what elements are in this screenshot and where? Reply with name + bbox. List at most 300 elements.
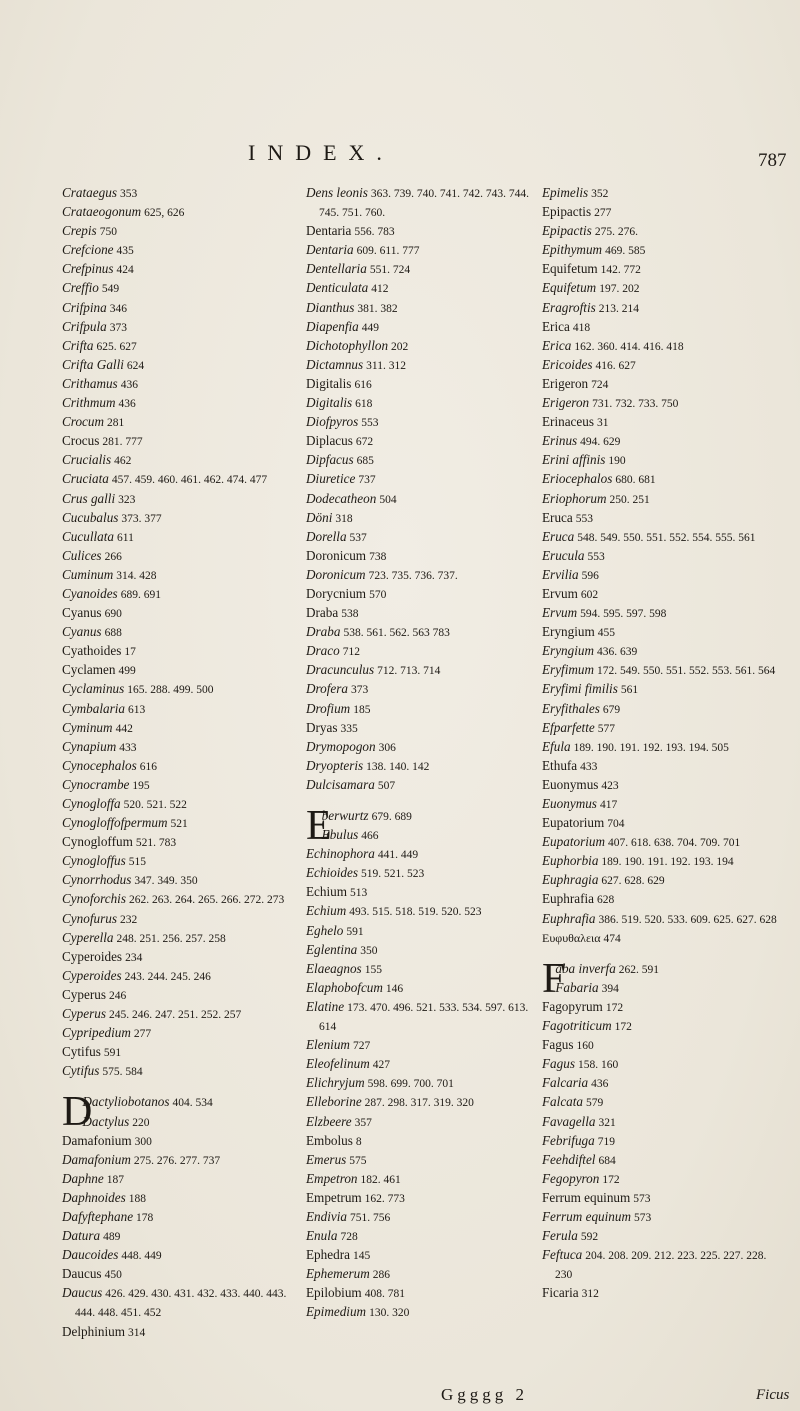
- page-refs: 427: [372, 1059, 390, 1072]
- index-term: Favagella: [542, 1113, 596, 1129]
- page-refs: 573: [634, 1211, 652, 1224]
- index-entry: [306, 1227, 534, 1246]
- section-gap: [542, 948, 778, 960]
- index-term: Diplacus: [306, 433, 353, 449]
- page-refs: 628: [597, 894, 615, 907]
- index-entry: [542, 299, 778, 318]
- index-entry: [306, 299, 534, 318]
- index-term: Cyperoides: [62, 967, 122, 983]
- index-term: Drymopogon: [306, 738, 376, 754]
- index-term: Diuretice: [306, 471, 356, 487]
- index-entry: [542, 1055, 778, 1074]
- index-entry: [62, 509, 290, 528]
- index-entry: [62, 318, 290, 337]
- page-refs: 172. 549. 550. 551. 552. 553. 561. 564: [597, 665, 776, 678]
- index-term: Crucialis: [62, 452, 112, 468]
- index-term: Dorella: [306, 528, 347, 544]
- page-refs: 688: [104, 627, 122, 640]
- page-refs: 248. 251. 256. 257. 258: [116, 932, 226, 945]
- page-refs: 521. 783: [135, 837, 177, 850]
- index-entry: [542, 1036, 778, 1055]
- index-term: Ephedra: [306, 1247, 350, 1263]
- index-term: Erucula: [542, 547, 585, 563]
- index-entry: [62, 203, 290, 222]
- index-term: Emerus: [306, 1151, 347, 1167]
- index-term: Cyperoides: [62, 948, 123, 964]
- index-term: Dryopteris: [306, 757, 364, 773]
- index-term: Ephemerum: [306, 1266, 370, 1282]
- page-refs: 433: [580, 760, 598, 773]
- index-term: Cucubalus: [62, 509, 119, 525]
- index-term: Daucus: [62, 1266, 102, 1282]
- page-refs: 519. 521. 523: [361, 868, 425, 881]
- page-refs: 551. 724: [369, 264, 411, 277]
- drop-cap-letter: F: [542, 955, 566, 1002]
- page-refs: 616: [139, 760, 157, 773]
- page-refs: 158. 160: [577, 1059, 619, 1072]
- index-entry: [542, 1093, 778, 1112]
- index-entry: [542, 490, 778, 509]
- index-entry: [62, 1132, 290, 1151]
- page-refs: 277: [133, 1028, 152, 1041]
- index-term: Cypripedium: [62, 1025, 131, 1041]
- page-refs: 679. 689: [371, 811, 412, 823]
- page-refs: 202: [391, 340, 409, 353]
- index-entry: [542, 470, 778, 489]
- index-term: Daphnoides: [62, 1189, 126, 1205]
- index-term: Cyminum: [62, 719, 113, 735]
- index-entry: [306, 375, 534, 394]
- index-entry: [62, 604, 290, 623]
- index-entry: [542, 585, 778, 604]
- index-term: Cyperella: [62, 929, 114, 945]
- page-refs: 172: [602, 1173, 620, 1186]
- page-refs: 407. 618. 638. 704. 709. 701: [608, 837, 741, 850]
- index-entry: [306, 979, 534, 998]
- page-refs: 679: [602, 703, 621, 716]
- index-entry: [62, 910, 290, 929]
- signature-mark: Ggggg 2: [441, 1385, 529, 1404]
- index-term: Crocus: [62, 433, 100, 449]
- index-term: Draco: [306, 643, 340, 659]
- index-entry: [542, 1113, 778, 1132]
- page-refs: 441. 449: [377, 849, 419, 862]
- index-term: Dodecatheon: [306, 490, 377, 506]
- index-term: Ethufa: [542, 757, 578, 773]
- index-term: Dracunculus: [306, 662, 375, 678]
- index-term: Delphinium: [62, 1323, 126, 1339]
- index-term: Eleofelinum: [306, 1056, 370, 1072]
- page-refs: 130. 320: [369, 1307, 410, 1320]
- index-term: Fegopyron: [542, 1170, 600, 1186]
- page-refs: 189. 190. 191. 192. 193. 194. 505: [573, 741, 729, 754]
- index-entry: [62, 929, 290, 948]
- index-entry: [542, 1189, 778, 1208]
- index-entry: [306, 776, 534, 795]
- page-refs: 250. 251: [609, 493, 650, 506]
- page-refs: 160: [576, 1040, 594, 1053]
- page-refs: 373: [109, 321, 127, 334]
- page-refs: 142. 772: [600, 264, 641, 277]
- index-term: Doronicum: [306, 547, 367, 563]
- page-refs: 347. 349. 350: [134, 875, 198, 888]
- page-refs: 197. 202: [599, 283, 640, 296]
- index-entry: [542, 222, 778, 241]
- index-entry: [542, 318, 778, 337]
- drop-cap-letter: D: [62, 1089, 93, 1136]
- index-term: Drofium: [306, 700, 351, 716]
- index-entry: [62, 852, 290, 871]
- index-term: Crifpula: [62, 318, 107, 334]
- index-term: Drofera: [306, 681, 349, 697]
- index-term: Cruciata: [62, 471, 109, 487]
- page-refs: 323: [118, 493, 136, 506]
- page-refs: 417: [599, 799, 618, 811]
- index-term: Fagus: [542, 1037, 574, 1053]
- page-refs: 548. 549. 550. 551. 552. 554. 555. 561: [577, 531, 756, 544]
- page-refs: 449: [361, 321, 379, 334]
- index-entry: [306, 960, 534, 979]
- index-entry: [306, 1074, 534, 1093]
- index-entry: [62, 1024, 290, 1043]
- page-refs: 750: [99, 226, 117, 239]
- index-column-2: [306, 184, 534, 1323]
- index-term: Diofpyros: [306, 414, 359, 430]
- page-refs: 418: [572, 321, 591, 334]
- page-refs: 591: [346, 925, 364, 938]
- index-term: Elaeagnos: [306, 960, 362, 976]
- index-entry: [62, 1284, 290, 1322]
- index-term: Cynogloffum: [62, 834, 133, 850]
- page-refs: 579: [586, 1097, 604, 1110]
- page-refs: 335: [340, 722, 358, 735]
- index-entry: [306, 998, 534, 1036]
- index-term: Cynoforchis: [62, 891, 126, 907]
- index-term: Eupatorium: [542, 815, 605, 831]
- index-entry: [62, 566, 290, 585]
- index-entry: [306, 260, 534, 279]
- index-term: Datura: [62, 1228, 101, 1244]
- index-entry: [306, 826, 534, 845]
- index-entry: [306, 680, 534, 699]
- page-refs: 538: [341, 608, 359, 621]
- index-entry: [62, 623, 290, 642]
- index-term: Falcata: [542, 1094, 584, 1110]
- page-refs: 520. 521. 522: [123, 799, 187, 811]
- page-refs: 408. 781: [364, 1288, 405, 1301]
- index-term: Cyclamen: [62, 662, 116, 678]
- index-term: Equifetum: [542, 280, 597, 296]
- index-entry: [306, 922, 534, 941]
- index-entry: [62, 337, 290, 356]
- index-entry: [62, 738, 290, 757]
- index-entry: [542, 509, 778, 528]
- index-entry: [62, 719, 290, 738]
- index-entry: [62, 948, 290, 967]
- index-entry: [62, 1246, 290, 1265]
- index-entry: [542, 375, 778, 394]
- index-entry: [542, 979, 778, 998]
- index-entry: [62, 986, 290, 1005]
- page-refs: 469. 585: [605, 245, 646, 258]
- index-term: Erini affinis: [542, 452, 606, 468]
- index-entry: [542, 1284, 778, 1303]
- page-refs: 494. 629: [580, 436, 621, 449]
- page-refs: 172: [605, 1001, 624, 1014]
- page-refs: 723. 735. 736. 737.: [368, 569, 458, 582]
- index-entry: [62, 1170, 290, 1189]
- page-refs: 577: [597, 722, 615, 735]
- page-refs: 719: [597, 1135, 615, 1148]
- index-entry: [306, 1151, 534, 1170]
- page-refs: 281. 777: [102, 436, 143, 449]
- index-entry: [62, 1062, 290, 1081]
- index-entry: [306, 1093, 534, 1112]
- index-term: Feftuca: [542, 1247, 583, 1263]
- page-refs: 246: [108, 989, 127, 1002]
- index-term: Eryfimum: [542, 662, 595, 678]
- index-term: Embolus: [306, 1132, 353, 1148]
- index-term: Elleborine: [306, 1094, 362, 1110]
- index-term: Erica: [542, 318, 570, 334]
- page-refs: 751. 756: [350, 1211, 391, 1224]
- index-entry: [542, 356, 778, 375]
- page-refs: 499: [118, 665, 136, 678]
- index-term: Echioides: [306, 865, 359, 881]
- index-term: Cyathoides: [62, 643, 122, 659]
- page-refs: 728: [340, 1231, 358, 1244]
- page-refs: 286: [372, 1269, 390, 1282]
- page-refs: 684: [598, 1154, 616, 1167]
- index-entry: [306, 318, 534, 337]
- index-entry: [306, 1265, 534, 1284]
- index-term: Echinophora: [306, 846, 375, 862]
- index-entry: [306, 184, 534, 222]
- index-term: Enula: [306, 1228, 338, 1244]
- page-refs: 312: [581, 1288, 599, 1301]
- index-entry: [542, 184, 778, 203]
- index-entry: [306, 1189, 534, 1208]
- page-refs: 423: [601, 779, 619, 792]
- index-term: Crataegus: [62, 185, 117, 200]
- index-term: Fagotriticum: [542, 1018, 612, 1034]
- page-refs: 504: [379, 493, 397, 506]
- page-refs: 609. 611. 777: [356, 245, 420, 258]
- index-entry: [306, 661, 534, 680]
- page-refs: 436: [118, 398, 136, 411]
- index-entry: [306, 413, 534, 432]
- index-entry: [542, 795, 778, 814]
- page-refs: 173. 470. 496. 521. 533. 534. 597. 613. 614: [319, 1001, 529, 1034]
- index-term: Cynofurus: [62, 910, 117, 926]
- index-entry: [542, 661, 778, 680]
- page-refs: 204. 208. 209. 212. 223. 225. 227. 228. 230: [555, 1250, 767, 1282]
- index-entry: [62, 1208, 290, 1227]
- index-term: Cyperus: [62, 1006, 106, 1022]
- index-term: Daucus: [62, 1285, 103, 1301]
- page-refs: 737: [358, 474, 376, 487]
- index-entry: [542, 871, 778, 890]
- page-refs: 275. 276. 277. 737: [133, 1154, 221, 1167]
- index-entry: [306, 642, 534, 661]
- page-refs: 556. 783: [354, 226, 395, 239]
- page-refs: 570: [369, 588, 387, 601]
- index-term: Ebulus: [321, 827, 359, 843]
- page-refs: 213. 214: [598, 302, 639, 315]
- index-entry: [306, 566, 534, 585]
- index-term: Echium: [306, 903, 347, 919]
- index-term: Cynapium: [62, 738, 117, 754]
- page-refs: 381. 382: [357, 302, 398, 315]
- page-refs: 442: [115, 722, 133, 735]
- page-refs: 521: [170, 818, 188, 831]
- index-entry: [306, 1208, 534, 1227]
- index-term: Ferrum equinum: [542, 1208, 632, 1224]
- index-term: aba inverfa: [555, 960, 616, 976]
- index-entry: [306, 222, 534, 241]
- index-term: Dafyftephane: [62, 1208, 134, 1224]
- page-refs: 262. 263. 264. 265. 266. 272. 273: [128, 894, 285, 907]
- index-term: Dactyliobotanos: [82, 1094, 170, 1110]
- index-entry: [306, 241, 534, 260]
- page-refs: 321: [598, 1116, 616, 1129]
- index-term: Cynogloffofpermum: [62, 815, 168, 831]
- index-entry: [306, 941, 534, 960]
- page-refs: 311. 312: [366, 359, 406, 372]
- index-term: Erica: [542, 337, 572, 353]
- index-term: Crifta Galli: [62, 356, 124, 372]
- index-entry: [306, 1284, 534, 1303]
- index-term: Efula: [542, 738, 571, 754]
- page-refs: 591: [103, 1047, 122, 1060]
- index-entry: [306, 883, 534, 902]
- index-entry: [62, 470, 290, 489]
- index-entry: [62, 432, 290, 451]
- index-term: Crithamus: [62, 375, 118, 391]
- index-entry: [62, 547, 290, 566]
- page-refs: 162. 773: [364, 1192, 405, 1205]
- index-term: Eryngium: [542, 643, 595, 659]
- index-term: Dipfacus: [306, 452, 354, 468]
- page-refs: 672: [355, 436, 374, 449]
- page-refs: 616: [354, 378, 372, 391]
- index-entry: [542, 604, 778, 623]
- index-term: Ervum: [542, 605, 578, 621]
- page-refs: 145: [352, 1250, 371, 1263]
- index-term: Fabaria: [555, 979, 599, 995]
- index-entry: [306, 1055, 534, 1074]
- index-entry: [542, 1170, 778, 1189]
- index-term: Cyanus: [62, 605, 102, 621]
- index-entry: [542, 432, 778, 451]
- page-refs: 357: [354, 1116, 372, 1129]
- index-term: Dictamnus: [306, 356, 364, 372]
- index-term: Empetrum: [306, 1189, 362, 1205]
- drop-cap-letter: E: [306, 803, 332, 849]
- index-term: Crefpinus: [62, 261, 114, 277]
- index-entry: [306, 1246, 534, 1265]
- index-entry: [306, 1036, 534, 1055]
- page-refs: 243. 244. 245. 246: [124, 970, 211, 983]
- index-term: Eryfimi fimilis: [542, 681, 618, 697]
- index-term: Dulcisamara: [306, 776, 375, 792]
- page-refs: 513: [350, 887, 368, 900]
- index-term: Crepis: [62, 223, 97, 239]
- page-refs: 178: [136, 1211, 154, 1224]
- index-term: Ervilia: [542, 566, 579, 582]
- index-term: Dorycnium: [306, 585, 367, 601]
- index-entry: [542, 528, 778, 547]
- page-refs: 613: [128, 703, 146, 716]
- index-term: Erinus: [542, 433, 578, 449]
- index-entry: [542, 451, 778, 470]
- index-term: Elaphobofcum: [306, 979, 383, 995]
- index-term: Daucoides: [62, 1247, 119, 1263]
- page-refs: 275. 276.: [594, 226, 638, 239]
- page-refs: 625, 626: [144, 207, 185, 220]
- page-refs: 245. 246. 247. 251. 252. 257: [108, 1009, 242, 1022]
- index-entry: [62, 1043, 290, 1062]
- page-refs: 598. 699. 700. 701: [367, 1078, 454, 1091]
- index-entry: [542, 1017, 778, 1036]
- page-refs: 575: [349, 1154, 367, 1167]
- index-term: Crithmum: [62, 395, 116, 411]
- page-refs: 373. 377: [121, 512, 162, 525]
- index-entry: [62, 279, 290, 298]
- page-refs: 596: [581, 569, 599, 582]
- index-entry: [542, 203, 778, 222]
- page-refs: 466: [361, 830, 379, 843]
- index-term: Cynogloffus: [62, 853, 126, 869]
- index-entry: [62, 661, 290, 680]
- index-entry: [62, 642, 290, 661]
- page-refs: 314: [128, 1326, 146, 1339]
- page-refs: 553: [575, 512, 593, 525]
- index-entry: [306, 1170, 534, 1189]
- index-entry: [62, 757, 290, 776]
- page-refs: 573: [633, 1192, 651, 1205]
- index-entry: [62, 394, 290, 413]
- index-entry: [542, 929, 778, 948]
- index-entry: [542, 1208, 778, 1227]
- index-term: Eghelo: [306, 922, 344, 938]
- index-term: Febrifuga: [542, 1132, 595, 1148]
- index-entry: [62, 241, 290, 260]
- page-refs: 618: [355, 398, 373, 411]
- page-refs: 474: [603, 932, 621, 945]
- index-entry: [542, 910, 778, 929]
- index-term: Crataeogonum: [62, 204, 142, 220]
- page-refs: 373: [351, 684, 369, 697]
- index-entry: [62, 260, 290, 279]
- index-term: Crocum: [62, 414, 105, 430]
- index-term: Fagus: [542, 1056, 575, 1072]
- index-term: Cymbalaria: [62, 700, 126, 716]
- index-term: Ervum: [542, 585, 578, 601]
- index-term: Cynogloffa: [62, 796, 121, 811]
- index-term: Eruca: [542, 509, 573, 525]
- page-refs: 138. 140. 142: [366, 760, 430, 773]
- page-refs: 738: [369, 550, 387, 563]
- index-entry: [306, 356, 534, 375]
- page-refs: 318: [335, 512, 353, 525]
- page-refs: 436. 639: [597, 646, 638, 659]
- index-entry: [306, 623, 534, 642]
- catchword: Ficus: [756, 1387, 790, 1403]
- index-entry: [62, 413, 290, 432]
- index-term: Eruca: [542, 528, 575, 544]
- index-entry: [306, 757, 534, 776]
